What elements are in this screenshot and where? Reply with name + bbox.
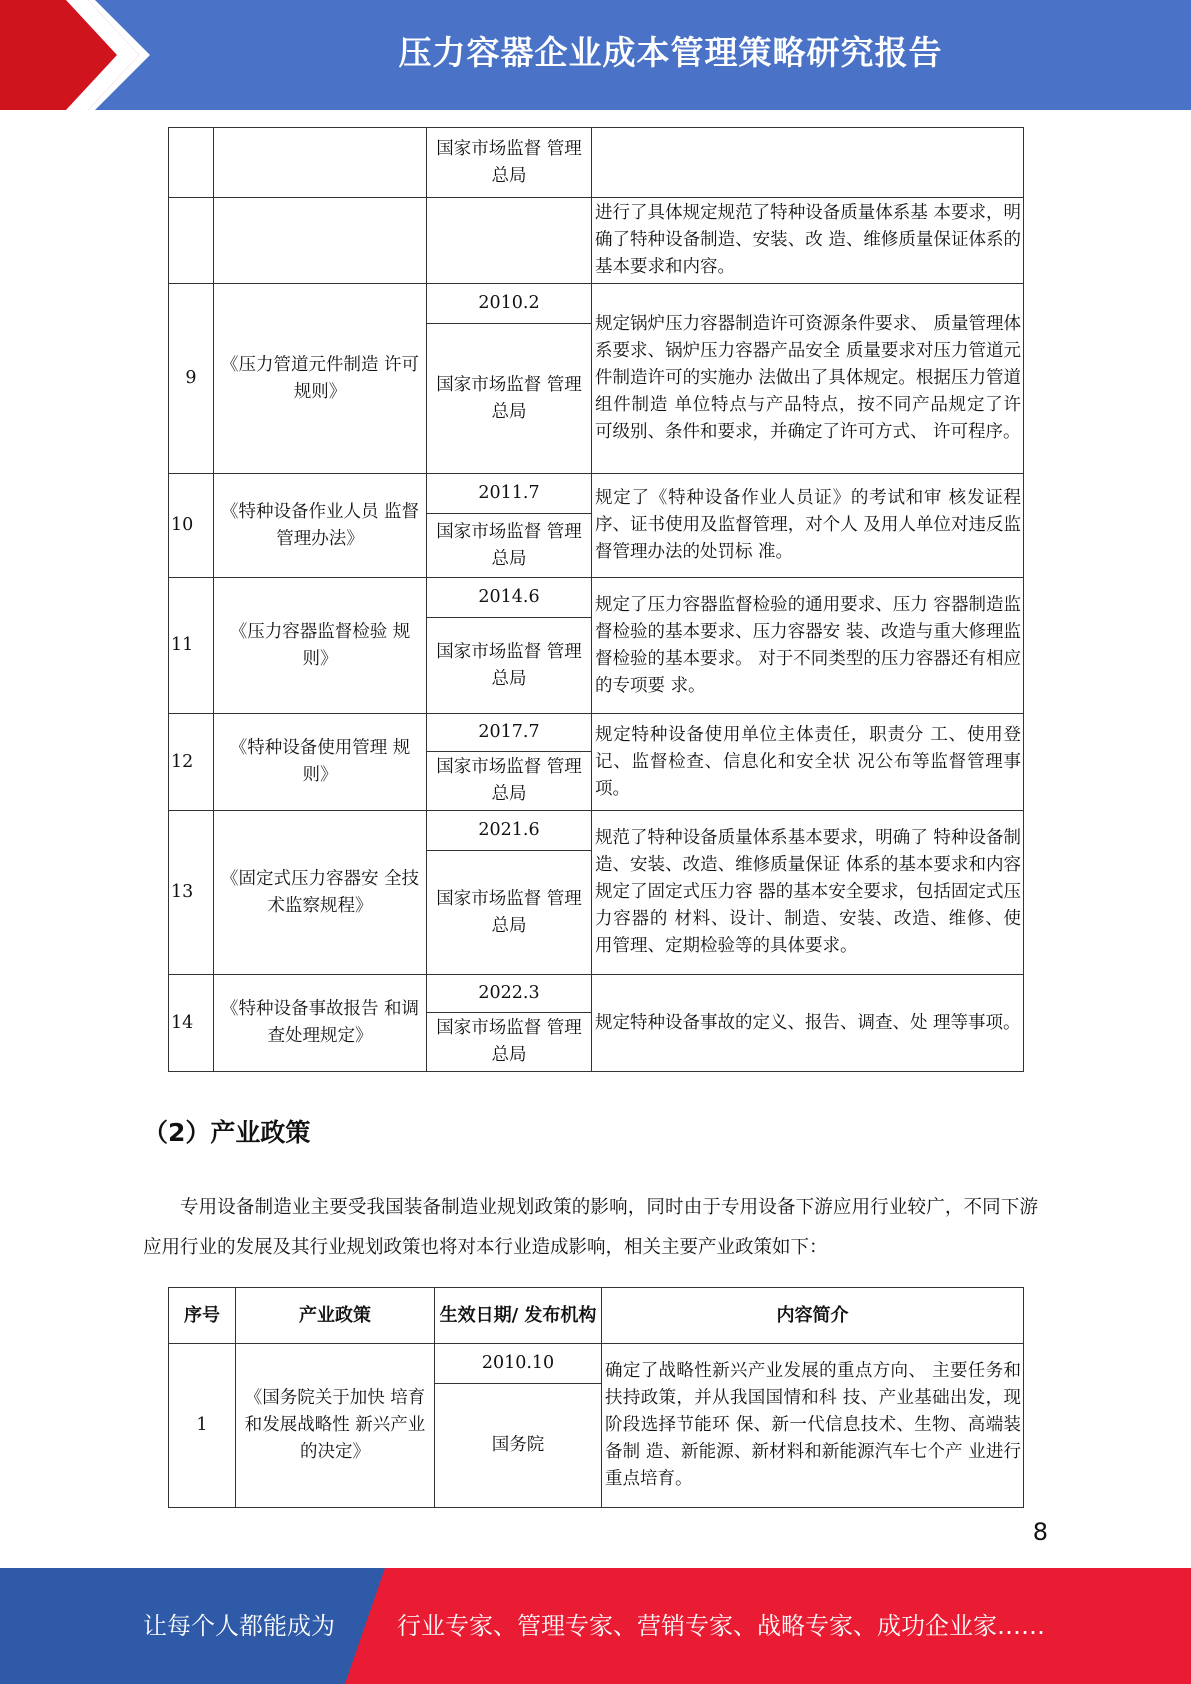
regulation-desc: 规定特种设备事故的定义、报告、调查、处 理等事项。: [592, 975, 1024, 1072]
regulations-table: [168, 127, 1024, 1072]
issuing-org: 国家市场监督 管理总局: [427, 752, 592, 811]
issuing-org: 国家市场监督 管理总局: [427, 324, 592, 474]
effective-date: 2010.10: [435, 1344, 602, 1384]
header-description: 内容简介: [602, 1288, 1024, 1344]
row-number: 14: [169, 975, 214, 1072]
row-number: [169, 198, 214, 284]
header-red-arrow-icon: [0, 0, 150, 110]
regulation-name: 《特种设备事故报告 和调查处理规定》: [214, 975, 427, 1072]
policy-name: 《国务院关于加快 培育和发展战略性 新兴产业的决定》: [236, 1344, 435, 1508]
footer-slogan-left: 让每个人都能成为: [143, 1612, 335, 1640]
table-header-row: [169, 1288, 1024, 1344]
effective-date: 2014.6: [427, 578, 592, 618]
table-row: [169, 975, 1024, 1013]
page-number: 8: [1032, 1518, 1048, 1546]
policy-desc: 确定了战略性新兴产业发展的重点方向、 主要任务和扶持政策，并从我国国情和科 技、产业基础出发，现阶段选择节能环 保、新一代信息技术、生物、高端装备制 造、新能源、新材料和新能源汽车七个产 业进行重点培育。: [602, 1344, 1024, 1508]
row-number: 11: [169, 578, 214, 714]
effective-date: 2017.7: [427, 714, 592, 752]
effective-date: 2022.3: [427, 975, 592, 1013]
table-row: [169, 811, 1024, 851]
page-header: [0, 0, 1191, 110]
issuing-org: 国务院: [435, 1384, 602, 1508]
table-row: [169, 578, 1024, 618]
effective-date: 2010.2: [427, 284, 592, 324]
regulation-name: 《固定式压力容器安 全技术监察规程》: [214, 811, 427, 975]
industrial-policy-table: [168, 1287, 1024, 1508]
issuing-org: 国家市场监督 管理总局: [427, 618, 592, 714]
regulation-name: 《压力容器监督检验 规则》: [214, 578, 427, 714]
regulation-desc: 规范了特种设备质量体系基本要求，明确了 特种设备制造、安装、改造、维修质量保证 体系的基本要求和内容规定了固定式压力容 器的基本安全要求，包括固定式压力容器的 材料、设计、制造、安装、改造、维修、使 用管理、定期检验等的具体要求。: [592, 811, 1024, 975]
regulation-name: [214, 128, 427, 198]
regulation-desc: [592, 128, 1024, 198]
section-paragraph: 专用设备制造业主要受我国装备制造业规划政策的影响，同时由于专用设备下游应用行业较广，不同下游应用行业的发展及其行业规划政策也将对本行业造成影响，相关主要产业政策如下：: [143, 1197, 1038, 1258]
regulation-desc: 规定特种设备使用单位主体责任，职责分 工、使用登记、监督检查、信息化和安全状 况公布等监督管理事项。: [592, 714, 1024, 811]
regulation-desc: 规定锅炉压力容器制造许可资源条件要求、 质量管理体系要求、锅炉压力容器产品安全 质量要求对压力管道元件制造许可的实施办 法做出了具体规定。根据压力管道组件制造 单位特点与产品特点，按不同产品规定了许 可级别、条件和要求，并确定了许可方式、 许可程序。: [592, 284, 1024, 474]
effective-date: 2021.6: [427, 811, 592, 851]
row-number: [169, 128, 214, 198]
issuing-org: [427, 198, 592, 284]
regulation-desc: 规定了《特种设备作业人员证》的考试和审 核发证程序、证书使用及监督管理，对个人 及用人单位对违反监督管理办法的处罚标 准。: [592, 474, 1024, 578]
issuing-org: 国家市场监督 管理总局: [427, 128, 592, 198]
row-number: 9: [169, 284, 214, 474]
table-row: [169, 1344, 1024, 1384]
table-row: [169, 198, 1024, 284]
regulation-desc: 进行了具体规定规范了特种设备质量体系基 本要求，明确了特种设备制造、安装、改 造、维修质量保证体系的基本要求和内容。: [592, 198, 1024, 284]
effective-date: 2011.7: [427, 474, 592, 514]
row-number: 12: [169, 714, 214, 811]
page-footer: [0, 1568, 1191, 1684]
report-title: 压力容器企业成本管理策略研究报告: [398, 33, 943, 72]
regulation-name: 《压力管道元件制造 许可规则》: [214, 284, 427, 474]
issuing-org: 国家市场监督 管理总局: [427, 851, 592, 975]
regulation-desc: 规定了压力容器监督检验的通用要求、压力 容器制造监督检验的基本要求、压力容器安 装、改造与重大修理监督检验的基本要求。 对于不同类型的压力容器还有相应的专项要 求。: [592, 578, 1024, 714]
section-heading: （2）产业政策: [143, 1118, 311, 1147]
table-row: [169, 128, 1024, 198]
table-row: [169, 474, 1024, 514]
row-number: 10: [169, 474, 214, 578]
table-row: [169, 714, 1024, 752]
header-date-org: 生效日期/ 发布机构: [435, 1288, 602, 1344]
row-number: 1: [169, 1344, 236, 1508]
regulation-name: 《特种设备使用管理 规则》: [214, 714, 427, 811]
header-policy: 产业政策: [236, 1288, 435, 1344]
issuing-org: 国家市场监督 管理总局: [427, 1013, 592, 1072]
table-row: [169, 284, 1024, 324]
footer-slogan-right: 行业专家、管理专家、营销专家、战略专家、成功企业家……: [397, 1612, 1045, 1640]
issuing-org: 国家市场监督 管理总局: [427, 514, 592, 578]
header-number: 序号: [169, 1288, 236, 1344]
regulation-name: 《特种设备作业人员 监督管理办法》: [214, 474, 427, 578]
regulation-name: [214, 198, 427, 284]
row-number: 13: [169, 811, 214, 975]
